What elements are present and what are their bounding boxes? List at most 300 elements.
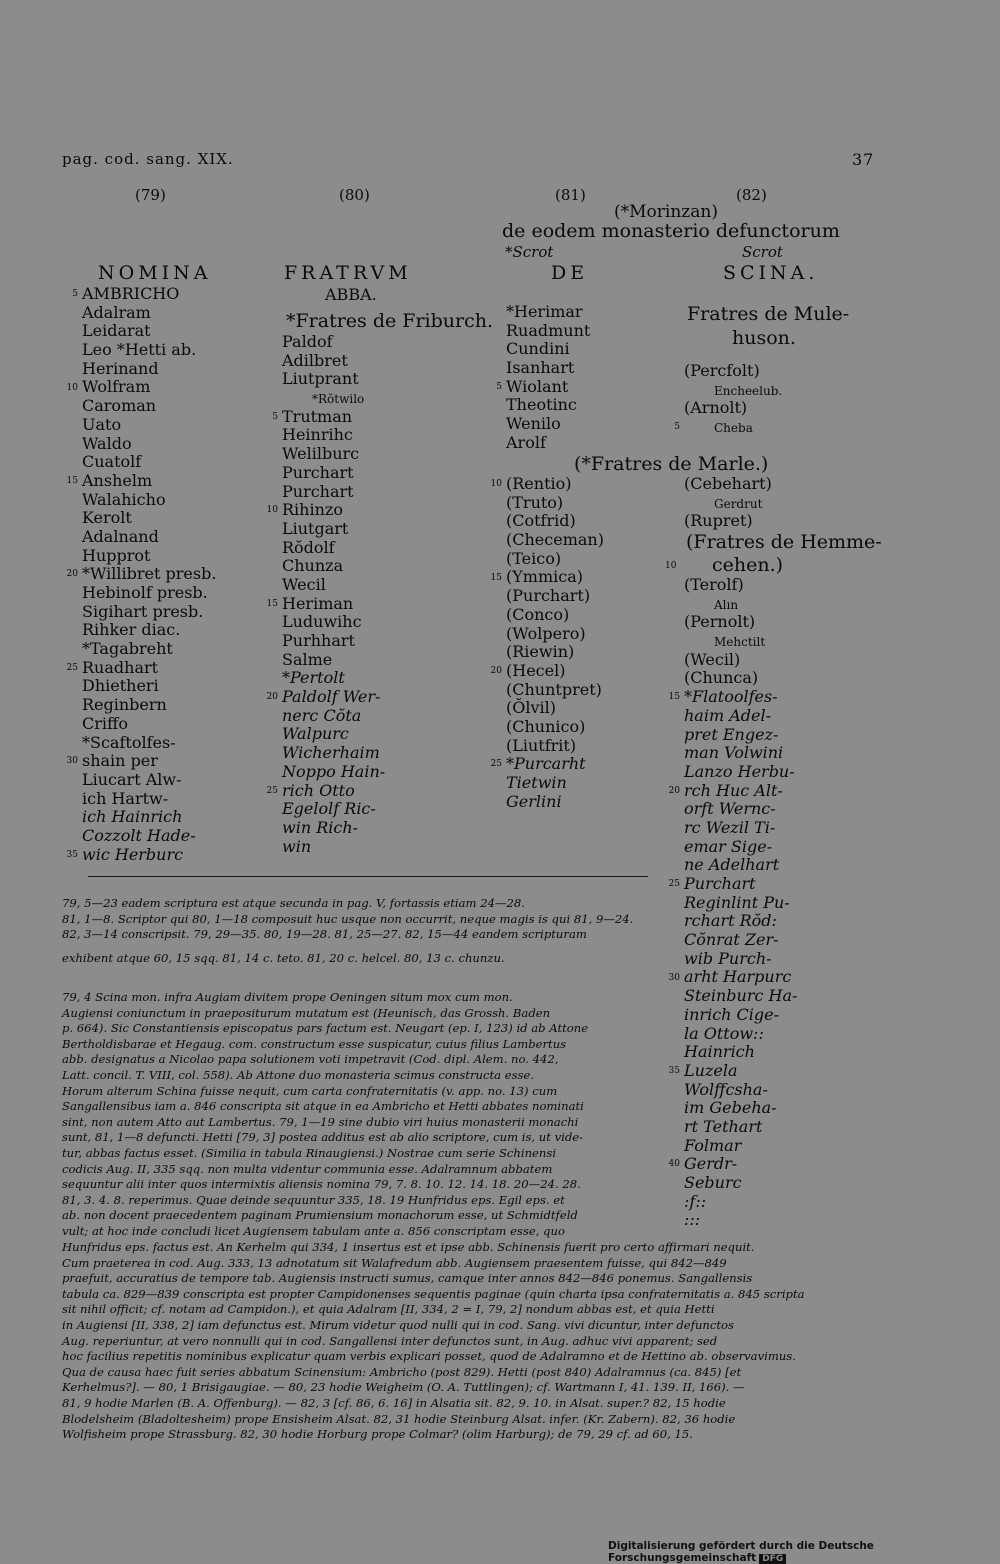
- name-line: [482, 793, 604, 812]
- name-line: [482, 340, 590, 359]
- note-line: Aug. reperiuntur, at vero nonnulli qui in cod. Sangallensi inter defunctos sunt, in Aug. adhuc vivi apparent; sed: [62, 1333, 718, 1348]
- name-text: Herinand: [82, 358, 159, 378]
- name-text: Adilbret: [282, 350, 348, 370]
- name-text: (Pernolt): [684, 612, 756, 632]
- name-text: Rŏdolf: [282, 537, 335, 557]
- note-line: hoc facilius repetitis nominibus explicatur quam verbis explicari posset, quod de Adalramno et de Hettino ab. observavimus.: [62, 1349, 796, 1364]
- name-line: [482, 643, 604, 662]
- line-number: 15: [266, 598, 278, 609]
- name-text: emar Sige-: [684, 836, 773, 856]
- name-line: [482, 718, 604, 737]
- name-line: [58, 397, 216, 416]
- name-line: [58, 360, 216, 379]
- name-line: [660, 1081, 797, 1100]
- name-line: [58, 659, 216, 678]
- name-line: [660, 1174, 797, 1193]
- note-line: in Augiensi [II, 338, 2] iam defunctus est. Mirum videtur quod nulli qui in cod. Sang. vivi dicuntur, inter defunctos: [62, 1317, 734, 1332]
- line-number: 25: [490, 759, 502, 770]
- name-line: [58, 621, 216, 640]
- running-head: pag. cod. sang. XIX.: [62, 150, 234, 168]
- mulehuson-heading-2: huson.: [732, 327, 796, 349]
- name-line: [258, 539, 385, 558]
- name-line: [660, 875, 797, 894]
- name-line: [660, 1118, 797, 1137]
- separator-rule: [88, 876, 648, 877]
- col-number-80: (80): [339, 186, 370, 204]
- name-text: *Scaftolfes-: [82, 732, 176, 752]
- column-82-part-1: [660, 362, 782, 437]
- name-text: wic Herburc: [82, 844, 184, 864]
- note-line: codicis Aug. II, 335 sqq. non multa videntur communia esse. Adalramnum abbatem: [62, 1161, 553, 1176]
- name-text: *Purcarht: [506, 754, 586, 774]
- name-line: [660, 912, 797, 931]
- name-text: Uato: [82, 414, 122, 434]
- name-text: (Checeman): [506, 530, 604, 550]
- name-line: [660, 1025, 797, 1044]
- column-82-part-3: [660, 576, 797, 1230]
- line-number: 5: [272, 411, 278, 422]
- name-text: (Rentio): [506, 474, 572, 493]
- note-line: Latt. concil. T. VIII, col. 558). Ab Attone duo monasteria scimus constructa esse.: [62, 1067, 535, 1082]
- name-line: [482, 699, 604, 718]
- name-text: (Chuntpret): [506, 679, 602, 699]
- name-line: [258, 333, 385, 352]
- name-line: [258, 370, 385, 389]
- name-line: [258, 669, 385, 688]
- line-number: 30: [668, 972, 680, 983]
- friburch-heading: *Fratres de Friburch.: [286, 310, 494, 332]
- name-line: [258, 576, 385, 595]
- col-number-79: (79): [135, 186, 166, 204]
- name-line: [258, 632, 385, 651]
- name-line: [482, 587, 604, 606]
- name-text: Cheba: [714, 421, 753, 436]
- name-text: Purchart: [282, 462, 354, 482]
- name-line: [58, 472, 216, 491]
- name-line: [58, 846, 216, 865]
- name-text: Mehctilt: [714, 635, 766, 650]
- name-text: :::: [684, 1210, 701, 1230]
- column-80: [258, 333, 385, 856]
- name-text: Trutman: [282, 406, 353, 426]
- name-line: [258, 464, 385, 483]
- name-line: [58, 491, 216, 510]
- name-line: [482, 755, 604, 774]
- note-line: sequuntur alii inter quos intermixtis aliensis nomina 79, 7. 8. 10. 12. 14. 18. 20—24. 28.: [62, 1177, 581, 1192]
- name-line: [258, 501, 385, 520]
- title-nomina: NOMINA: [98, 262, 212, 284]
- line-number: 15: [66, 476, 78, 487]
- note-line: vult; at hoc inde concludi licet Augiensem tabulam ante a. 856 conscriptam esse, quo: [62, 1223, 565, 1238]
- note-line: tabula ca. 829—839 conscripta est propter Campidonenses sequentis paginae (quin charta ipsa confraternitatis a. 845 scripta: [62, 1286, 805, 1301]
- name-text: Isanhart: [506, 358, 575, 378]
- name-text: Noppo Hain-: [282, 761, 386, 781]
- name-text: Leo *Hetti ab.: [82, 340, 197, 360]
- col-number-82: (82): [736, 186, 767, 204]
- name-line: [258, 445, 385, 464]
- name-text: Liutgart: [282, 518, 349, 538]
- name-line: [482, 662, 604, 681]
- name-text: Heinrihc: [282, 425, 353, 445]
- name-text: *Willibret presb.: [82, 564, 217, 584]
- name-line: [660, 381, 782, 400]
- name-text: Cundini: [506, 339, 570, 359]
- name-text: Hupprot: [82, 545, 151, 565]
- name-line: [482, 681, 604, 700]
- name-line: [482, 434, 590, 453]
- title-fratrvm: FRATRVM: [284, 262, 412, 284]
- name-line: [660, 894, 797, 913]
- note-line: Bertholdisbarae et Hegaug. com. constructum esse suspicatur, cuius filius Lambertus: [62, 1036, 567, 1051]
- name-line: [660, 856, 797, 875]
- name-text: (Teico): [506, 548, 562, 568]
- name-text: Walpurc: [282, 724, 349, 744]
- name-line: [660, 651, 797, 670]
- note-line: 81, 9 hodie Marlen (B. A. Offenburg). — 82, 3 [cf. 86, 6. 16] in Alsatia sit. 82, 9. 10. in Alsat. super.? 82, 15 hodie: [62, 1395, 726, 1410]
- note-line: ab. non docent praecedentem paginam Prumiensium monachorum esse, ut Schmidtfeld: [62, 1208, 578, 1223]
- name-text: Hebinolf presb.: [82, 583, 208, 602]
- name-line: [58, 640, 216, 659]
- name-line: [58, 734, 216, 753]
- name-text: im Gebeha-: [684, 1098, 777, 1118]
- name-line: [482, 322, 590, 341]
- column-81-part-2: [482, 475, 604, 811]
- name-text: arht Harpurc: [684, 967, 792, 987]
- name-text: Wolfram: [82, 377, 151, 397]
- heading-line: de eodem monasterio defunctorum: [502, 220, 840, 242]
- name-line: [660, 362, 782, 381]
- name-text: Sigihart presb.: [82, 601, 204, 621]
- name-line: [482, 606, 604, 625]
- abba-heading: ABBA.: [325, 285, 377, 304]
- name-text: Reginlint Pu-: [684, 892, 790, 912]
- line-number: 30: [66, 756, 78, 767]
- name-text: Cŏnrat Zer-: [684, 930, 779, 950]
- page-number: 37: [852, 150, 875, 169]
- name-text: Ruadhart: [82, 657, 159, 677]
- name-text: :f::: [684, 1191, 707, 1211]
- name-line: [482, 512, 604, 531]
- name-text: Criffo: [82, 713, 129, 733]
- name-text: Waldo: [82, 433, 132, 453]
- name-line: [258, 782, 385, 801]
- note-line: Horum alterum Schina fuisse nequit, cum carta confraternitatis (v. app. no. 13) cum: [62, 1083, 558, 1098]
- marle-heading: (*Fratres de Marle.): [574, 453, 769, 475]
- name-text: (Ŏlvil): [506, 698, 556, 718]
- column-81-part-1: [482, 303, 590, 453]
- name-line: [258, 800, 385, 819]
- name-line: [660, 688, 797, 707]
- name-text: (Cotfrid): [506, 511, 576, 531]
- name-text: (Terolf): [684, 575, 744, 594]
- name-line: [482, 774, 604, 793]
- name-text: Rihinzo: [282, 500, 343, 520]
- name-line: [660, 744, 797, 763]
- name-text: Paldof: [282, 332, 333, 351]
- name-line: [660, 1099, 797, 1118]
- name-line: [58, 808, 216, 827]
- name-text: shain per: [82, 751, 158, 771]
- name-text: *Pertolt: [282, 668, 345, 688]
- name-text: orft Wernc-: [684, 799, 776, 819]
- name-line: [660, 1137, 797, 1156]
- name-line: [660, 838, 797, 857]
- name-line: [258, 613, 385, 632]
- heading-morinzan: (*Morinzan): [614, 202, 718, 222]
- name-line: [258, 763, 385, 782]
- name-line: [660, 950, 797, 969]
- line-number: 25: [66, 662, 78, 673]
- name-text: Liucart Alw-: [82, 769, 182, 789]
- name-text: *Flatoolfes-: [684, 687, 778, 707]
- name-line: [482, 494, 604, 513]
- name-line: [258, 838, 385, 857]
- name-line: [258, 707, 385, 726]
- name-line: [660, 707, 797, 726]
- name-line: [258, 408, 385, 427]
- name-line: [58, 304, 216, 323]
- note-line: sit nihil officit; cf. notam ad Campidon.), et quia Adalram [II, 334, 2 = I, 79, 2] nondum abbas est, et quia Hetti: [62, 1302, 715, 1317]
- name-line: [58, 547, 216, 566]
- name-text: Luzela: [684, 1060, 738, 1080]
- heading-scrot-1: *Scrot: [505, 243, 554, 261]
- name-line: [482, 625, 604, 644]
- hemmecehen-heading-2: cehen.): [712, 554, 784, 576]
- note-line: p. 664). Sic Constantiensis episcopatus pars factum est. Neugart (ep. I, 123) id ab Attone: [62, 1021, 589, 1036]
- name-text: Adalnand: [82, 526, 159, 546]
- name-text: (Purchart): [506, 586, 591, 606]
- name-line: [58, 509, 216, 528]
- mulehuson-heading-1: Fratres de Mule-: [687, 303, 850, 325]
- name-line: [660, 782, 797, 801]
- name-text: (Riewin): [506, 642, 575, 662]
- heading-scrot-2: Scrot: [742, 243, 783, 261]
- name-line: [258, 725, 385, 744]
- name-line: [482, 415, 590, 434]
- note-line: Kerhelmus?]. — 80, 1 Brisigaugiae. — 80, 23 hodie Weigheim (O. A. Tuttlingen); cf. Wartmann I, 41. 139. II, 166). —: [62, 1380, 745, 1395]
- name-text: Wolffcsha-: [684, 1079, 768, 1099]
- note-line: 79, 4 Scina mon. infra Augiam divitem prope Oeningen situm mox cum mon.: [62, 990, 513, 1004]
- name-text: man Volwini: [684, 743, 784, 763]
- footer-text: Digitalisierung gefördert durch die Deutsche Forschungsgemeinschaft: [608, 1540, 874, 1564]
- name-line: [660, 475, 772, 494]
- hemmecehen-heading-1: (Fratres de Hemme-: [686, 531, 882, 553]
- name-line: [660, 669, 797, 688]
- name-text: Encheelub.: [714, 383, 783, 398]
- name-line: [482, 550, 604, 569]
- name-text: Wenilo: [506, 414, 561, 434]
- name-text: Caroman: [82, 396, 157, 416]
- name-line: [482, 475, 604, 494]
- apparatus-notes: [62, 896, 633, 966]
- name-line: [58, 827, 216, 846]
- line-number: 25: [266, 785, 278, 796]
- name-line: [58, 584, 216, 603]
- line-number: 20: [490, 666, 502, 677]
- line-number: 35: [668, 1066, 680, 1077]
- name-line: [58, 752, 216, 771]
- name-text: ich Hartw-: [82, 788, 169, 808]
- name-text: Leidarat: [82, 321, 151, 341]
- name-line: [58, 696, 216, 715]
- line-number: 20: [668, 785, 680, 796]
- col-number-81: (81): [555, 186, 586, 204]
- name-text: win Rich-: [282, 817, 359, 837]
- note-line: Wolfisheim prope Strassburg. 82, 30 hodie Horburg prope Colmar? (olim Harburg); de 79, 29 cf. ad 60, 15.: [62, 1427, 693, 1442]
- name-line: [660, 1062, 797, 1081]
- name-line: [58, 565, 216, 584]
- commentary-notes-wide: [62, 1240, 805, 1443]
- line-number: 20: [66, 569, 78, 580]
- name-line: [660, 931, 797, 950]
- name-line: [58, 435, 216, 454]
- name-text: rch Huc Alt-: [684, 780, 783, 800]
- name-text: Salme: [282, 649, 333, 669]
- note-line: Cum praeterea in cod. Aug. 333, 13 adnotatum sit Walafredum abb. Augiensem praesentem fuisse, qui 842—849: [62, 1255, 727, 1270]
- name-line: [482, 737, 604, 756]
- name-text: Purhhart: [282, 631, 355, 650]
- name-text: Adalram: [82, 302, 151, 322]
- name-line: [660, 1211, 797, 1230]
- name-text: nerc Cŏta: [282, 705, 362, 725]
- name-text: Seburc: [684, 1173, 742, 1192]
- name-text: wib Purch-: [684, 948, 772, 968]
- name-line: [482, 396, 590, 415]
- name-text: Chunza: [282, 556, 344, 576]
- name-text: Liutprant: [282, 369, 359, 389]
- name-line: [258, 520, 385, 539]
- name-line: [660, 726, 797, 745]
- line-number: 10: [266, 505, 278, 516]
- note-line: Qua de causa haec fuit series abbatum Scinensium: Ambricho (post 829). Hetti (post 840) Adalramnus (ca. 845) [et: [62, 1364, 742, 1379]
- name-line: [660, 1193, 797, 1212]
- name-text: inrich Cige-: [684, 1004, 780, 1024]
- name-line: [58, 453, 216, 472]
- name-text: (Wecil): [684, 649, 741, 669]
- name-line: [482, 378, 590, 397]
- name-text: Cuatolf: [82, 452, 142, 472]
- name-line: [58, 416, 216, 435]
- line-number: 5: [72, 289, 78, 300]
- name-line: [58, 790, 216, 809]
- column-82-part-2: [660, 475, 772, 531]
- note-line: 81, 1—8. Scriptor qui 80, 1—18 composuit huc usque non occurrit, neque magis is qui 81, 9—24.: [62, 911, 634, 926]
- name-text: Heriman: [282, 593, 354, 613]
- name-line: [58, 285, 216, 304]
- name-text: Ruadmunt: [506, 320, 591, 340]
- name-text: rc Wezil Ti-: [684, 817, 776, 837]
- note-line: Hunfridus eps. factus est. An Kerhelm qui 334, 1 insertus est et ipse abb. Schinensis fuerit pro certo affirmari nequit.: [62, 1240, 755, 1254]
- name-line: [660, 613, 797, 632]
- name-text: Purchart: [282, 481, 354, 501]
- name-text: Purchart: [684, 874, 756, 893]
- note-line: 79, 5—23 eadem scriptura est atque secunda in pag. V, fortassis etiam 24—28.: [62, 896, 525, 910]
- name-text: *Rŏtwilo: [312, 392, 365, 407]
- name-text: pret Engez-: [684, 724, 779, 744]
- name-text: Cozzolt Hade-: [82, 825, 196, 845]
- name-text: ne Adelhart: [684, 855, 780, 875]
- name-line: [482, 303, 590, 322]
- name-line: [660, 494, 772, 513]
- line-number: 5: [496, 381, 502, 392]
- name-text: Wicherhaim: [282, 743, 380, 763]
- name-text: (Wolpero): [506, 623, 586, 643]
- line-number: 25: [668, 879, 680, 890]
- name-line: [660, 1155, 797, 1174]
- title-de: DE: [551, 262, 589, 284]
- name-text: win: [282, 836, 312, 856]
- note-line: Sangallensibus iam a. 846 conscripta sit atque in ea Ambricho et Hetti abbates nominati: [62, 1099, 584, 1114]
- title-scina: SCINA.: [723, 262, 819, 284]
- name-text: *Herimar: [506, 302, 583, 321]
- note-line: exhibent atque 60, 15 sqq. 81, 14 c. teto. 81, 20 c. helcel. 80, 13 c. chunzu.: [62, 950, 505, 965]
- name-line: [58, 715, 216, 734]
- name-text: *Tagabreht: [82, 639, 173, 659]
- name-text: haim Adel-: [684, 705, 772, 725]
- line-number: 40: [668, 1159, 680, 1170]
- name-line: [660, 987, 797, 1006]
- name-text: Tietwin: [506, 773, 567, 792]
- note-line: sunt, 81, 1—8 defuncti. Hetti [79, 3] postea additus est ab alio scriptore, cum is, ut vide-: [62, 1130, 584, 1145]
- name-text: (Percfolt): [684, 361, 760, 380]
- name-line: [258, 557, 385, 576]
- name-text: Paldolf Wer-: [282, 687, 381, 707]
- name-line: [58, 677, 216, 696]
- name-text: Walahicho: [82, 489, 166, 509]
- name-text: (Ymmica): [506, 567, 584, 587]
- line-number: 10: [66, 382, 78, 393]
- name-text: (Truto): [506, 492, 564, 512]
- name-text: rich Otto: [282, 780, 355, 800]
- note-line: sint, non autem Atto aut Lambertus. 79, 1—19 sine dubio viri huius monasterii monachi: [62, 1114, 579, 1129]
- commentary-notes-narrow: [62, 990, 588, 1240]
- name-text: rt Tethart: [684, 1116, 763, 1136]
- name-text: Wiolant: [506, 376, 569, 396]
- name-text: (Rupret): [684, 511, 753, 531]
- name-text: ich Hainrich: [82, 807, 183, 827]
- note-line: Blodelsheim (Bladoltesheim) prope Ensisheim Alsat. 82, 31 hodie Steinburg Alsat. infer. (Kr. Zabern). 82, 36 hodie: [62, 1411, 736, 1426]
- note-line: 81, 3. 4. 8. reperimus. Quae deinde sequuntur 335, 18. 19 Hunfridus eps. Egil eps. et: [62, 1192, 565, 1207]
- note-line: Augiensi coniunctum in praepositurum mutatum est (Heunisch, das Grossh. Baden: [62, 1005, 551, 1020]
- name-line: [660, 819, 797, 838]
- name-line: [58, 378, 216, 397]
- name-text: Luduwihc: [282, 612, 362, 632]
- name-line: [660, 968, 797, 987]
- name-text: Theotinc: [506, 395, 577, 415]
- name-text: Wecil: [282, 574, 326, 594]
- name-text: Anshelm: [82, 470, 153, 490]
- name-line: [58, 528, 216, 547]
- name-line: [482, 568, 604, 587]
- name-text: AMBRICHO: [82, 284, 180, 303]
- name-text: Alın: [714, 597, 739, 612]
- name-text: Steinburc Ha-: [684, 986, 798, 1006]
- line-number: 10: [490, 479, 502, 490]
- name-text: Gerdr-: [684, 1154, 738, 1174]
- name-text: Rihker diac.: [82, 620, 181, 640]
- name-line: [482, 531, 604, 550]
- line-number: 20: [266, 692, 278, 703]
- name-text: (Chunico): [506, 716, 586, 736]
- note-line: tur, abbas factus esset. (Similia in tabula Rinaugiensi.) Nostrae cum serie Schinensi: [62, 1145, 557, 1160]
- name-line: [58, 603, 216, 622]
- name-line: [58, 322, 216, 341]
- line-number: 15: [490, 572, 502, 583]
- name-text: (Cebehart): [684, 474, 772, 493]
- name-line: [258, 352, 385, 371]
- name-line: [258, 426, 385, 445]
- name-line: [258, 688, 385, 707]
